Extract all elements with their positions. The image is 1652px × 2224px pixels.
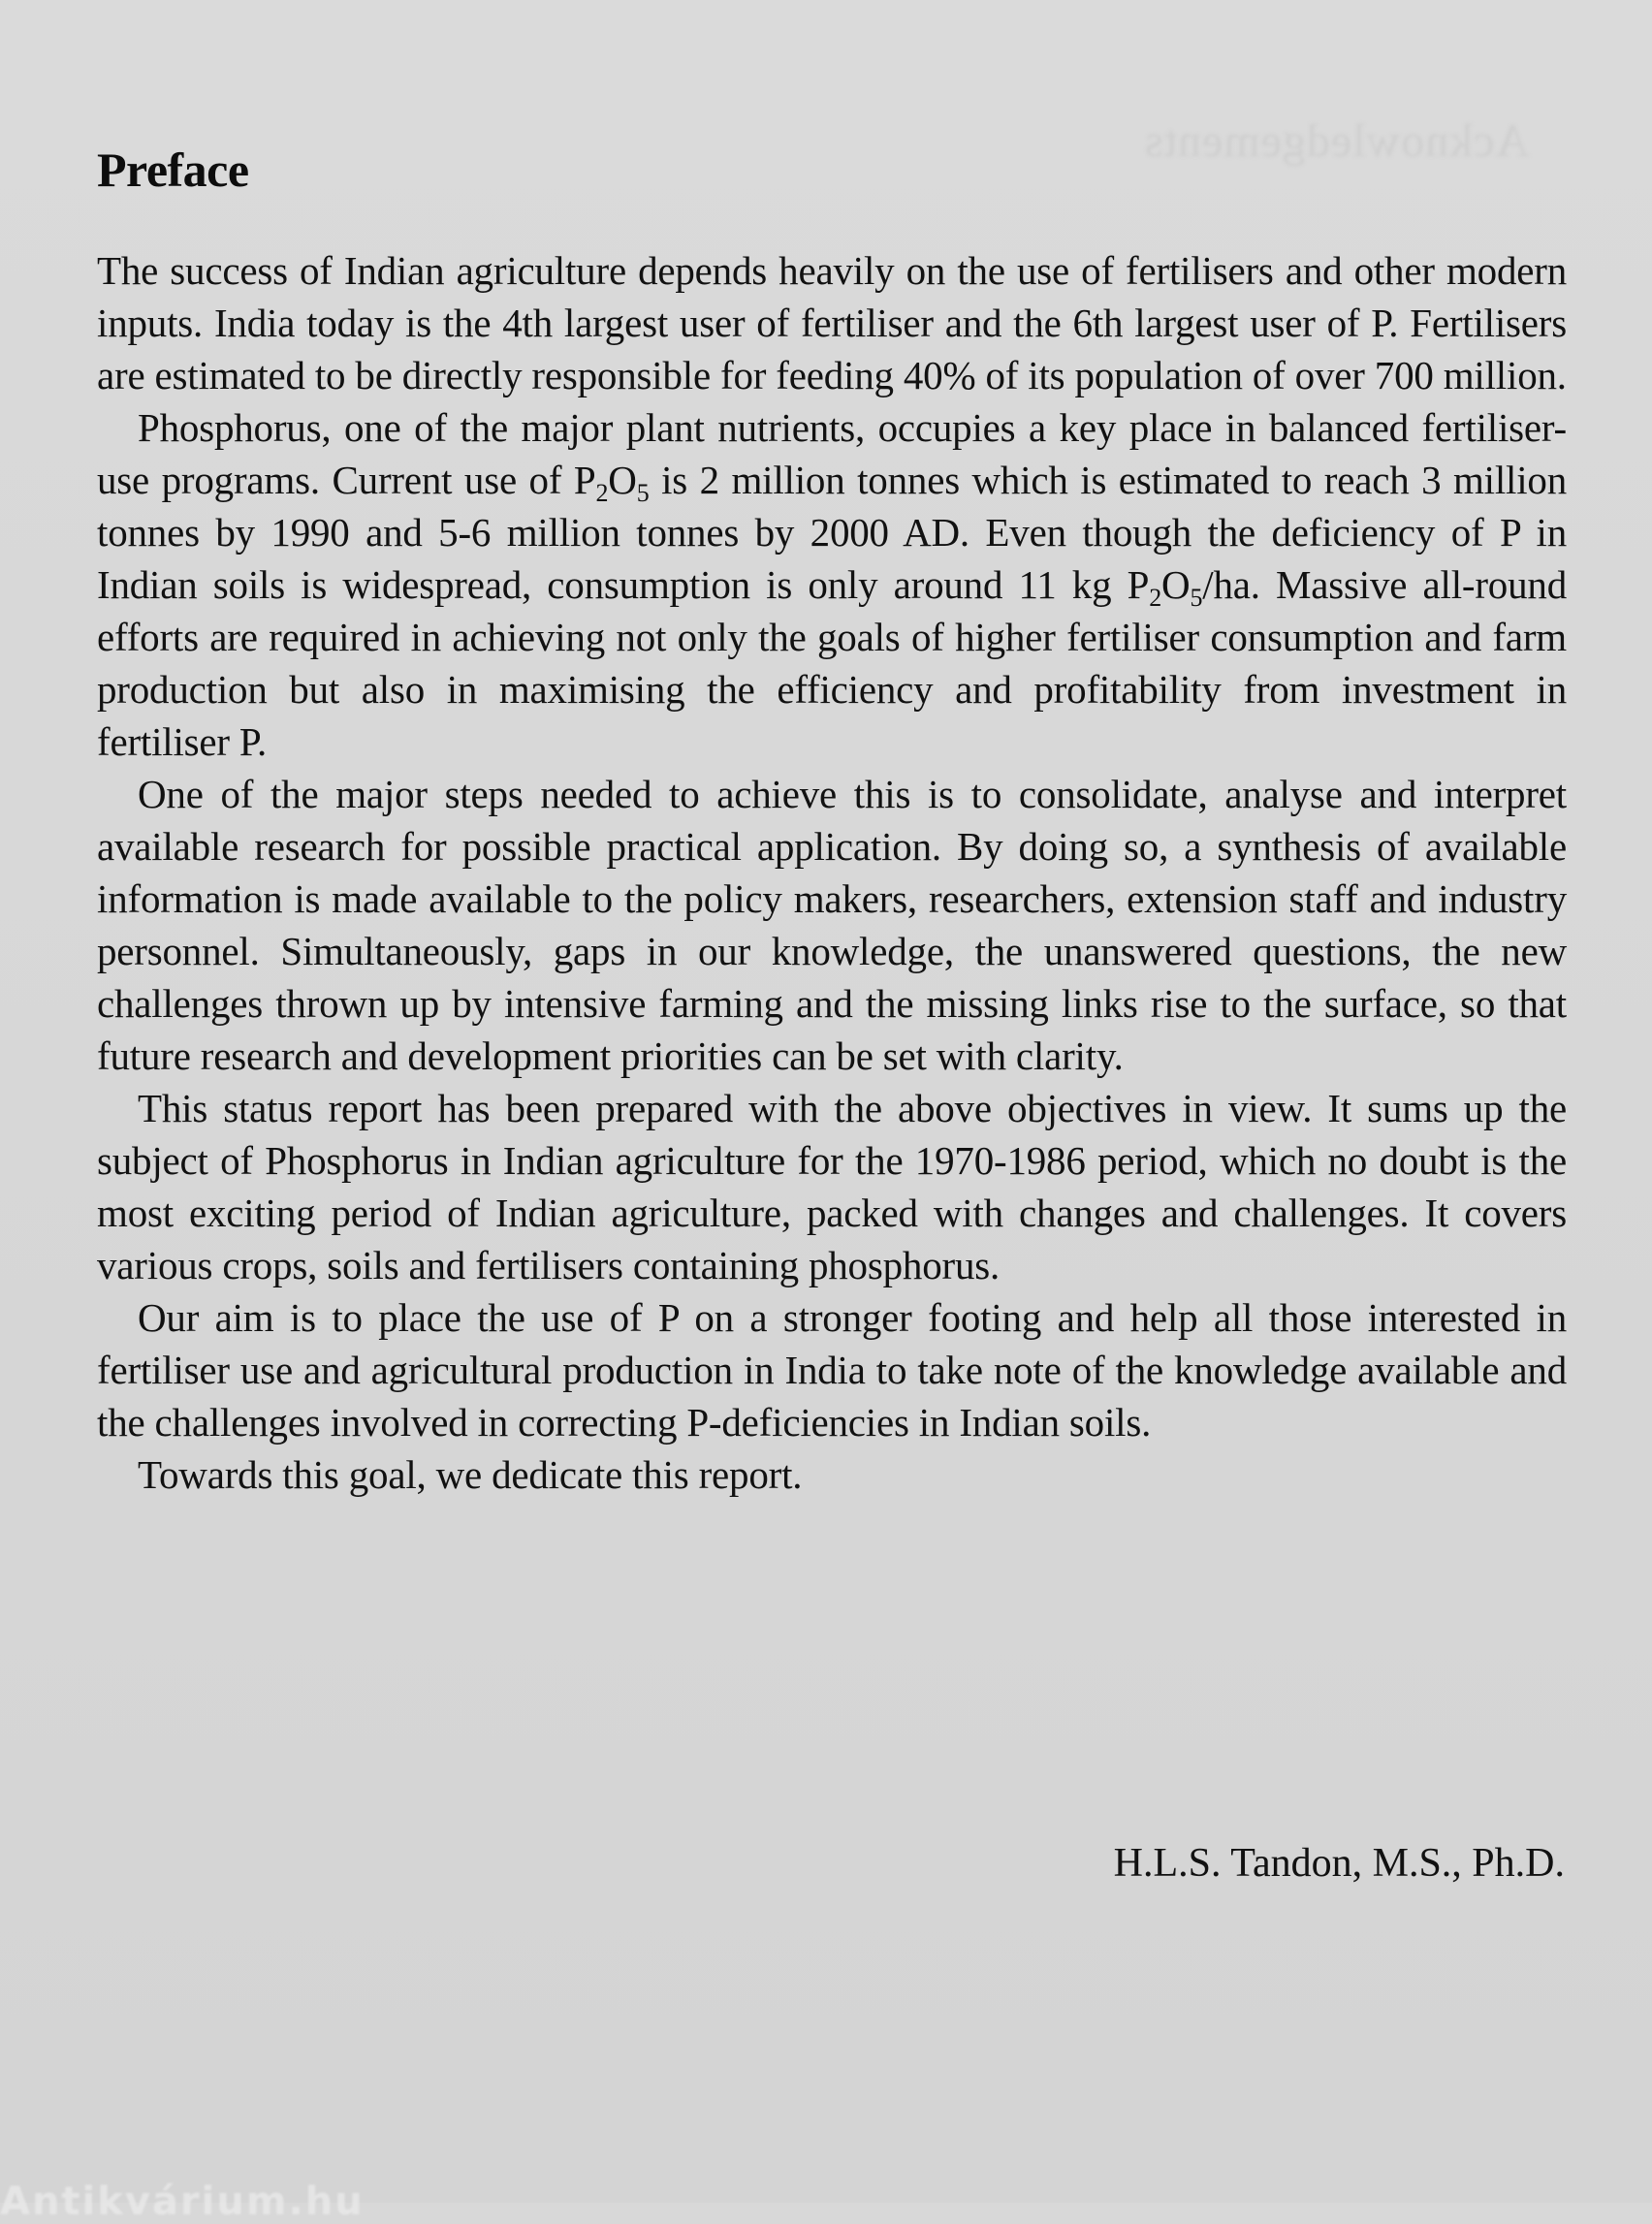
paragraph-text: Our aim is to place the use of P on a stronger footing and help all those interested in fertiliser use and agricultural production in India to take note of the knowledge available and the challenges involved in correcting P-deficiencies in Indian soils.	[97, 1295, 1567, 1445]
preface-body	[97, 244, 1567, 1501]
paragraph-text: This status report has been prepared with the above objectives in view. It sums up the subject of Phosphorus in Indian agriculture for the 1970-1986 period, which no doubt is the most exciting period of Indian agriculture, packed with changes and challenges. It covers various crops, soils and fertilisers containing phosphorus.	[97, 1086, 1567, 1287]
paragraph-text: Towards this goal, we dedicate this report.	[138, 1452, 803, 1497]
paragraph-2	[97, 401, 1567, 768]
watermark: Antikvárium.hu	[0, 2179, 365, 2224]
paragraph-3	[97, 768, 1567, 1082]
page-title: Preface	[97, 142, 249, 197]
paragraph-5	[97, 1291, 1567, 1448]
paragraph-text: The success of Indian agriculture depends heavily on the use of fertilisers and other modern inputs. India today is the 4th largest user of fertiliser and the 6th largest user of P. Fertilisers are estimated to be directly responsible for feeding 40% of its population of over 700 million.	[97, 248, 1567, 397]
paragraph-1	[97, 244, 1567, 401]
paragraph-text: One of the major steps needed to achieve this is to consolidate, analyse and interpret available research for possible practical application. By doing so, a synthesis of available information is made available to the policy makers, researchers, extension staff and industry personnel. Simultaneously, gaps in our knowledge, the unanswered questions, the new challenges thrown up by intensive farming and the missing links rise to the surface, so that future research and development priorities can be set with clarity.	[97, 772, 1567, 1078]
paragraph-text: /ha. Massive all-round efforts are required in achieving not only the goals of higher fertiliser consumption and farm production but also in maximising the efficiency and profitability from investment in fertiliser P.	[97, 562, 1567, 764]
paragraph-text: Phosphorus, one of the major plant nutrients, occupies a key place in balanced fertiliser-use programs. Current use of P	[97, 405, 1567, 502]
paragraph-6	[97, 1448, 1567, 1501]
subscript: 5	[1190, 584, 1203, 612]
subscript: 2	[595, 479, 609, 507]
paragraph-text: O	[608, 458, 637, 502]
subscript: 5	[636, 479, 650, 507]
paragraph-text: is 2 million tonnes which is estimated to reach 3 million tonnes by 1990 and 5-6 million tonnes by 2000 AD. Even though the deficiency of P in Indian soils is widespread, consumption is only around 11 kg P	[97, 458, 1567, 607]
author-signature: H.L.S. Tandon, M.S., Ph.D.	[1113, 1841, 1565, 1886]
paragraph-4	[97, 1082, 1567, 1291]
paragraph-text: O	[1161, 562, 1191, 607]
bleed-through-heading: Acknowledgements	[1144, 115, 1530, 167]
subscript: 2	[1149, 584, 1162, 612]
